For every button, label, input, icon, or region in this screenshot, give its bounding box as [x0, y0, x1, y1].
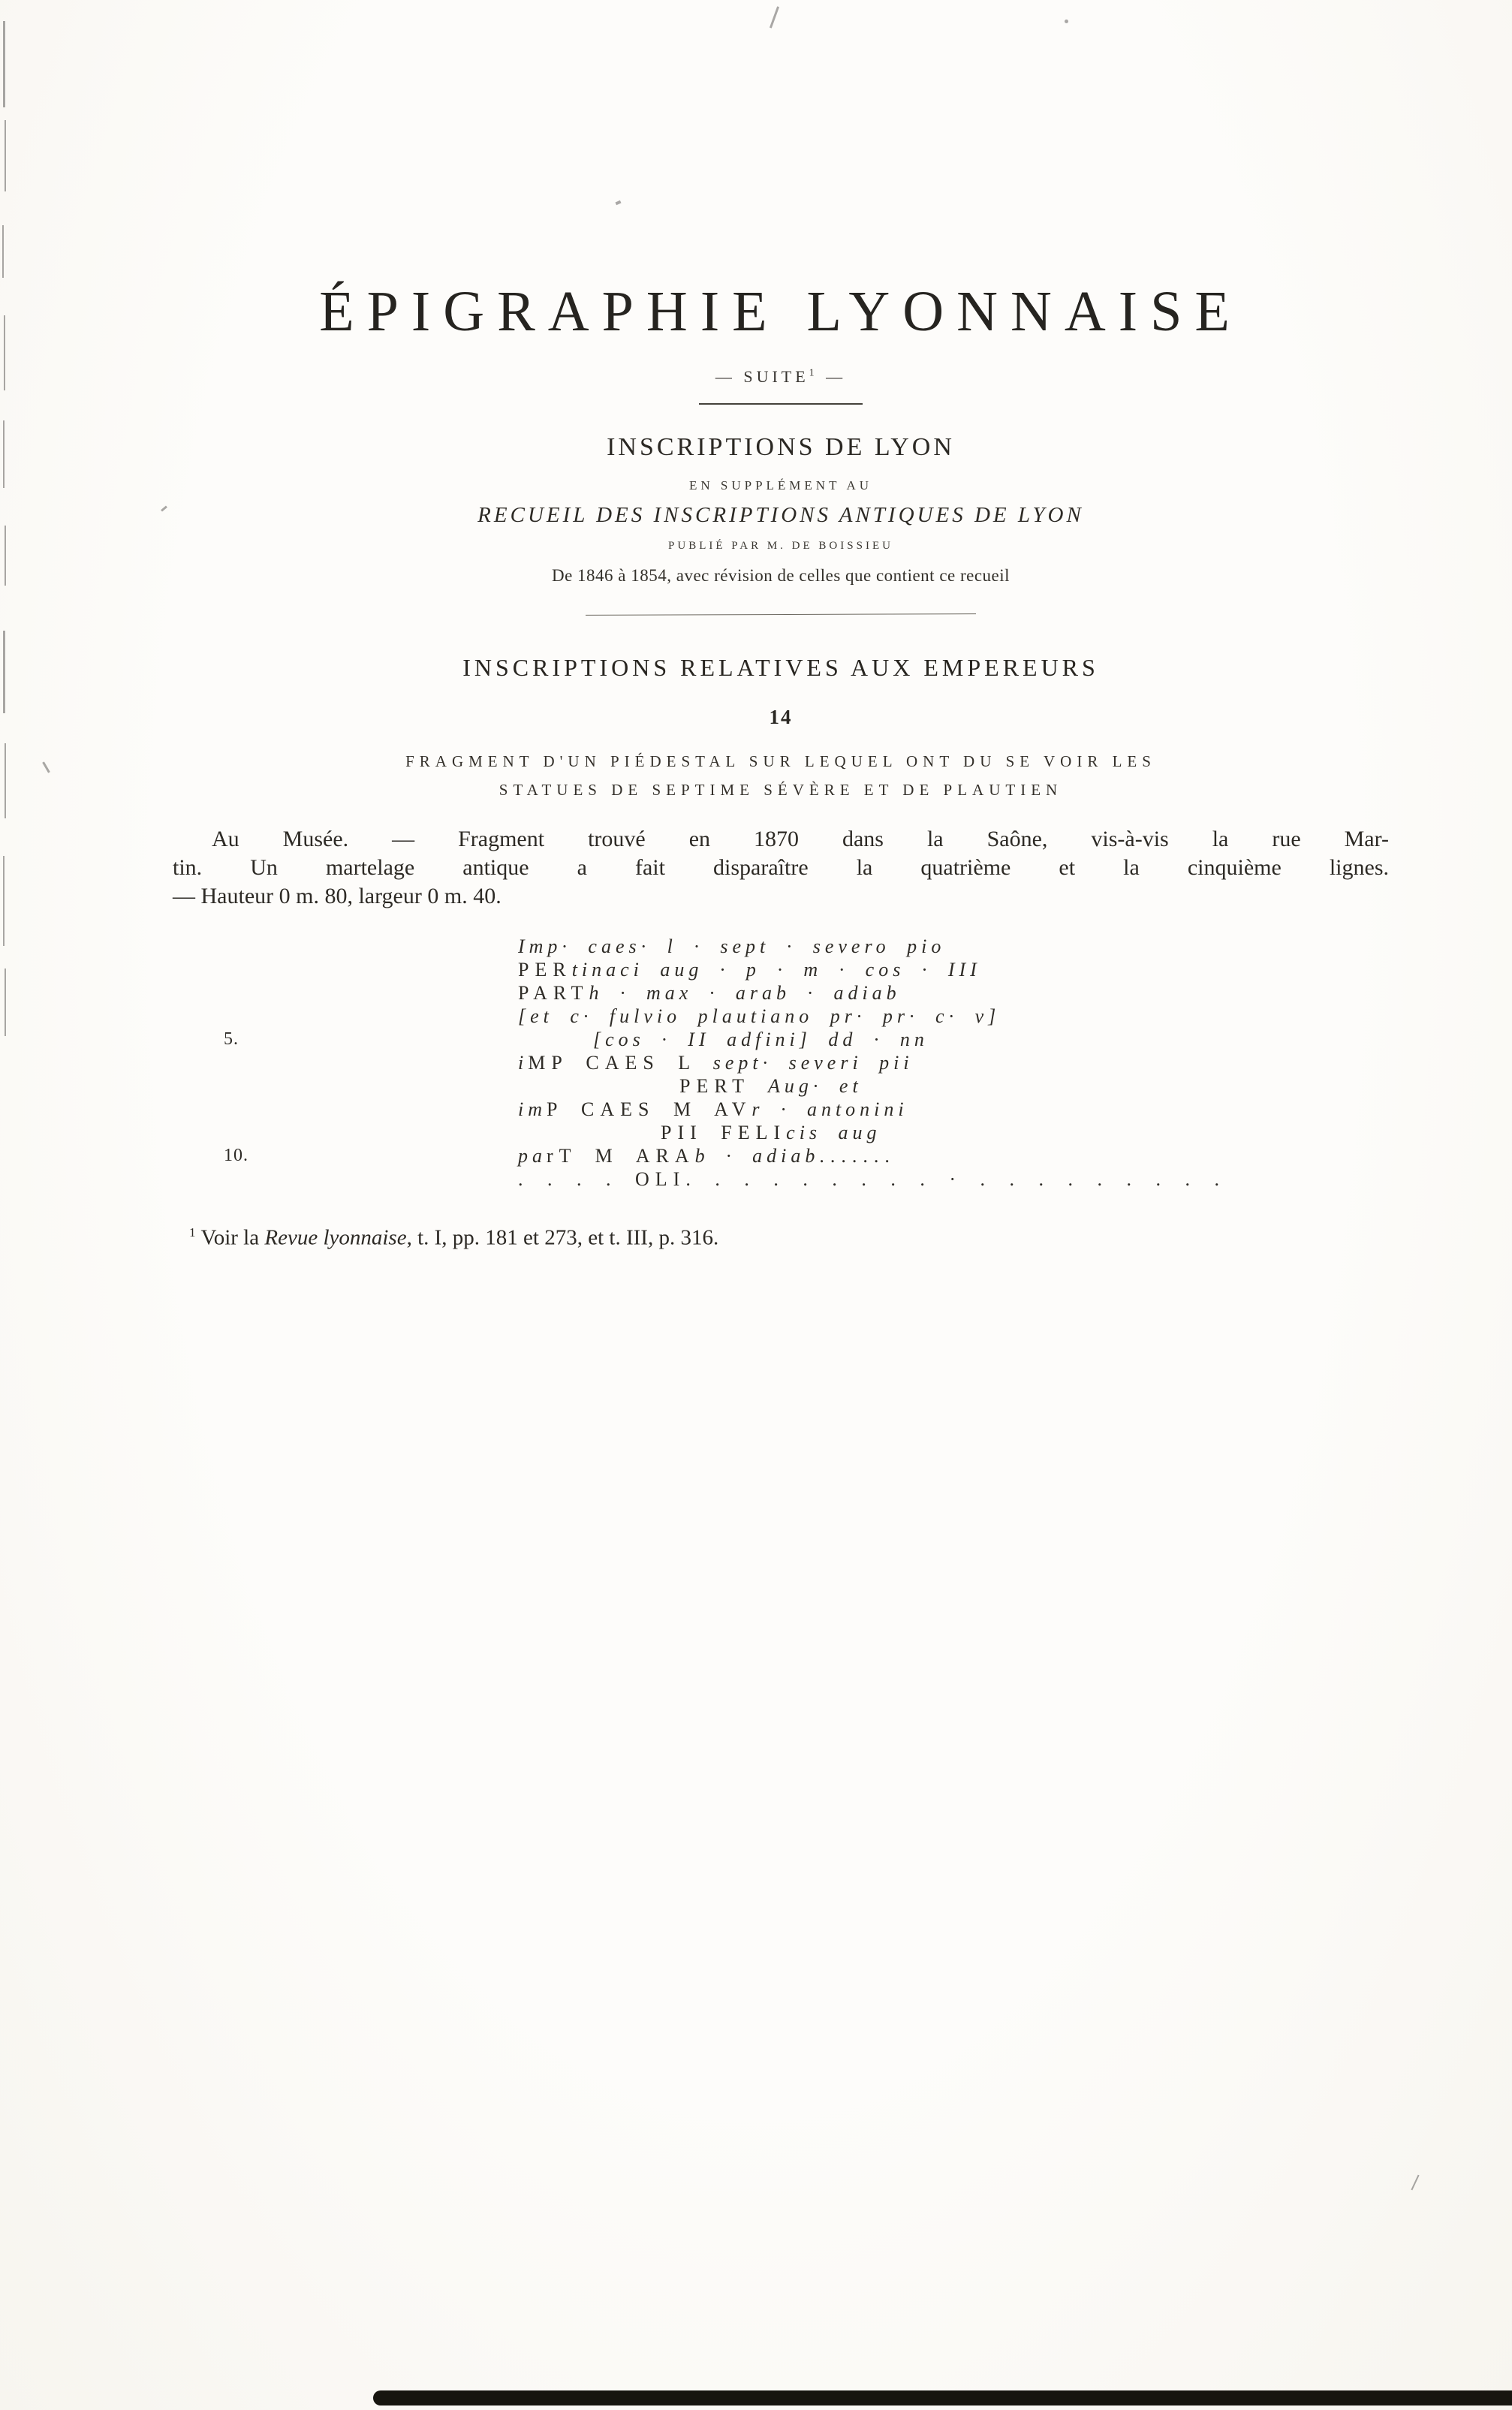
inscription-line — [518, 1005, 1389, 1028]
inscription-restored-text: Aug· et — [768, 1075, 863, 1097]
page-content — [173, 0, 1389, 1251]
footnote-marker: 1 — [189, 1225, 196, 1240]
paragraph-line: — Hauteur 0 m. 80, largeur 0 m. 40. — [173, 884, 501, 908]
inscription-line — [518, 981, 1389, 1005]
scan-mark — [4, 315, 5, 390]
footnote-work-title: Revue lyonnaise — [264, 1225, 407, 1250]
inscription-preserved-text: PII FELI — [661, 1122, 787, 1143]
scan-mark — [3, 631, 5, 713]
inscription-block — [224, 935, 1389, 1191]
suite-prefix: — SUITE — [715, 367, 809, 386]
scan-speck — [1411, 2175, 1419, 2191]
scan-artifact-bar — [373, 2390, 1512, 2405]
suite-subtitle — [173, 367, 1389, 387]
scan-mark — [2, 225, 4, 278]
inscription-preserved-text: ....... — [819, 1145, 896, 1167]
inscription-restored-text: r · antonini — [751, 1098, 908, 1120]
inscription-restored-text: sept· severi pii — [696, 1052, 914, 1074]
footnote-text: Voir la — [200, 1225, 265, 1250]
inscription-line-number: 5. — [224, 1029, 239, 1049]
page-title: ÉPIGRAPHIE LYONNAISE — [319, 280, 1242, 343]
suite-suffix: — — [818, 367, 847, 386]
supplement-line: EN SUPPLÉMENT AU — [688, 478, 873, 493]
series-title: INSCRIPTIONS DE LYON — [607, 433, 955, 461]
inscription-restored-text: cis aug — [786, 1122, 881, 1143]
collection-title: RECUEIL DES INSCRIPTIONS ANTIQUES DE LYON — [477, 503, 1084, 527]
paragraph-line: Au Musée. — Fragment trouvé en 1870 dans la Saône, vis-à-vis la rue Mar- — [212, 827, 1389, 851]
scan-mark — [5, 743, 6, 818]
scan-speck — [161, 505, 167, 511]
inscription-preserved-text: PER — [518, 959, 572, 981]
inscription-item-number: 14 — [769, 706, 793, 728]
publisher-line: PUBLIÉ PAR M. DE BOISSIEU — [668, 540, 893, 552]
section-heading: INSCRIPTIONS RELATIVES AUX EMPEREURS — [462, 654, 1099, 681]
inscription-line — [518, 1051, 1389, 1074]
scan-mark — [3, 21, 5, 107]
inscription-line — [518, 958, 1389, 981]
inscription-preserved-text: rT M ARA — [547, 1145, 695, 1167]
scan-mark — [3, 856, 5, 946]
revision-line: De 1846 à 1854, avec révision de celles que contient ce recueil — [551, 566, 1011, 585]
inscription-preserved-text: . . . . OLI. . . . . . . . . · . . . . . . . . . — [518, 1168, 1225, 1190]
inscription-preserved-text: PART — [518, 982, 589, 1004]
inscription-line — [518, 1098, 1389, 1121]
inscription-preserved-text: PERT — [679, 1075, 769, 1097]
inscription-line — [224, 1028, 1389, 1051]
inscription-restored-text: Imp· caes· l · sept · severo pio — [518, 935, 946, 957]
inscription-line — [518, 1121, 1389, 1144]
inscription-restored-text: i — [518, 1052, 529, 1074]
scan-mark — [5, 969, 6, 1036]
inscription-line — [224, 1144, 1389, 1167]
divider-rule-long — [586, 613, 976, 616]
footnote-reference-mark: 1 — [809, 367, 818, 379]
inscription-restored-text: [et c· fulvio plautiano pr· pr· c· v] — [518, 1005, 1001, 1027]
description-paragraph — [173, 825, 1389, 911]
footnote — [173, 1225, 1389, 1251]
inscription-restored-text: pa — [518, 1145, 547, 1167]
scan-speck — [42, 761, 50, 773]
caption-line: STATUES DE SEPTIME SÉVÈRE ET DE PLAUTIEN — [498, 781, 1063, 799]
inscription-restored-text: tinaci aug · p · m · cos · III — [571, 959, 981, 981]
inscription-line-number: 10. — [224, 1146, 248, 1165]
footnote-text: , t. I, pp. 181 et 273, et t. III, p. 316. — [406, 1225, 719, 1250]
inscription-restored-text: b · adiab — [694, 1145, 820, 1167]
inscription-line — [518, 1167, 1389, 1191]
divider-rule-short — [699, 403, 863, 405]
caption-line: FRAGMENT D'UN PIÉDESTAL SUR LEQUEL ONT DU SE VOIR LES — [405, 752, 1156, 770]
scan-mark — [5, 526, 6, 586]
paragraph-line: tin. Un martelage antique a fait disparaître la quatrième et la cinquième lignes. — [173, 855, 1389, 880]
inscription-preserved-text: MP CAES L — [528, 1052, 697, 1074]
inscription-restored-text: im — [518, 1098, 547, 1120]
inscription-line — [518, 935, 1389, 958]
inscription-preserved-text: P CAES M AV — [547, 1098, 752, 1120]
scan-mark — [3, 420, 5, 488]
inscription-restored-text: h · max · arab · adiab — [589, 982, 901, 1004]
inscription-line — [518, 1074, 1389, 1098]
scan-mark — [5, 120, 6, 191]
inscription-restored-text: [cos · II adfini] dd · nn — [593, 1029, 929, 1050]
inscription-caption — [173, 747, 1389, 804]
